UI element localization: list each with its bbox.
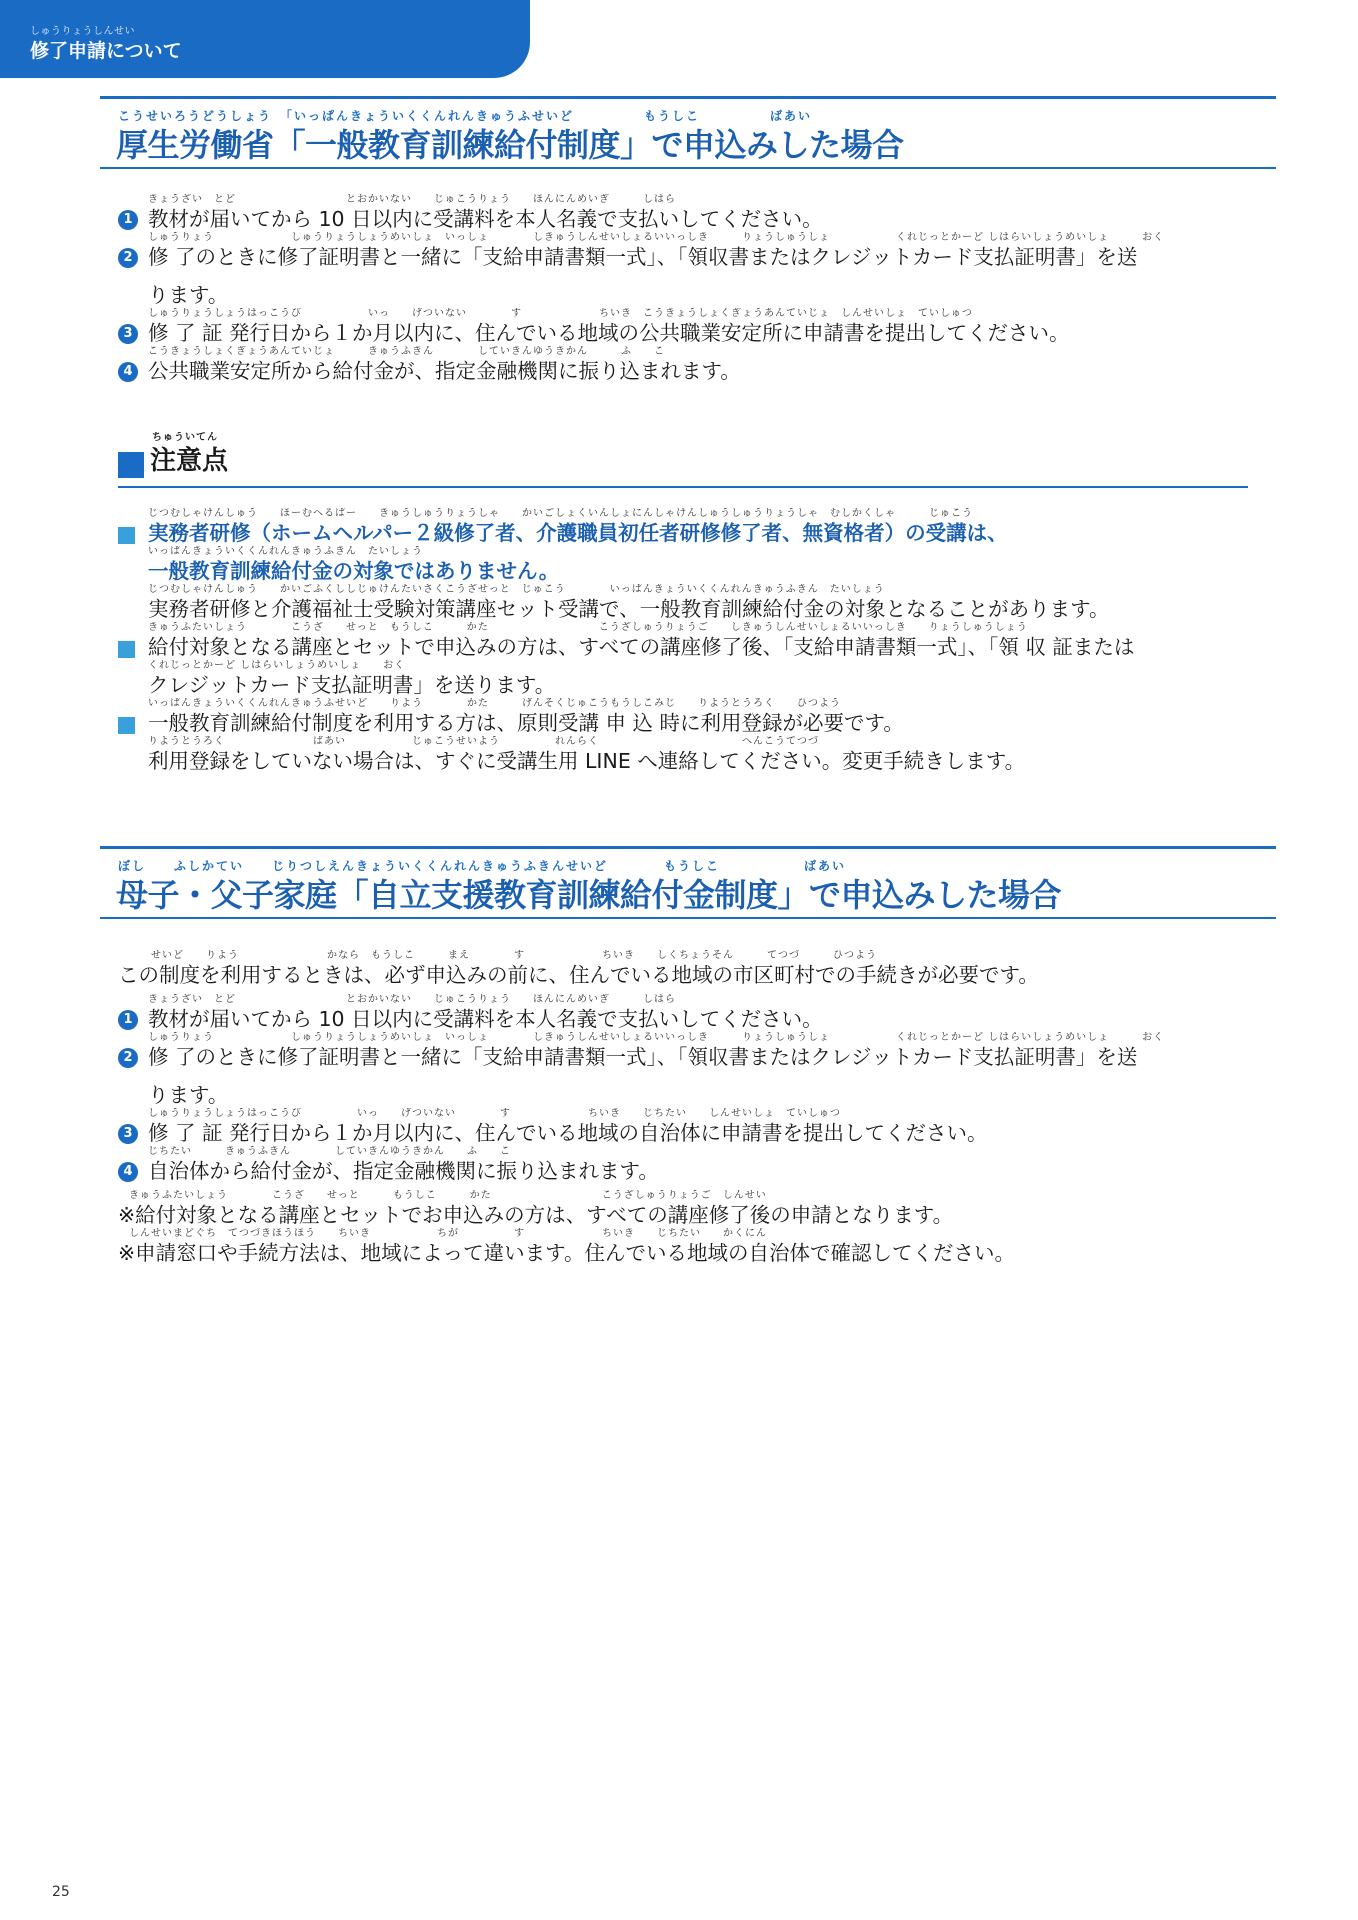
step-text: 修 了 証 発行日から１か月以内に、住んでいる地域の公共職業安定所に申請書を提出してください。	[148, 321, 1070, 345]
step-ruby: こうきょうしょくぎょうあんていじょ きゅうふきん していきんゆうきかん ふ こ	[148, 346, 665, 357]
step-text: 修 了のときに修了証明書と一緒に「支給申請書類一式」、「領収書またはクレジットカード支払証明書」を送	[148, 245, 1138, 269]
section1-heading-title: 厚生労働省「一般教育訓練給付制度」で申込みした場合	[116, 126, 904, 164]
step-ruby: きょうざい とど とおかいない じゅこうりょう ほんにんめいぎ しはら	[148, 194, 676, 205]
note-text: 給付対象となる講座とセットで申込みの方は、すべての講座修了後、「支給申請書類一式」、「領 収 証または	[148, 635, 1135, 659]
section1-bottom-rule	[100, 167, 1276, 169]
notes-list	[118, 508, 1278, 774]
step-number-1-icon: 1	[118, 210, 138, 230]
blue-square-icon	[118, 452, 144, 478]
footnote-text: ※申請窓口や手続方法は、地域によって違います。住んでいる地域の自治体で確認してください。	[118, 1241, 1016, 1265]
section2-top-rule	[100, 846, 1276, 849]
section1-steps	[118, 194, 1278, 384]
step-1	[118, 194, 1278, 232]
step-4: 4 じちたい きゅうふきん していきんゆうきかん ふ こ 自治体から給付金が、指定金融機関に振り込まれます。	[118, 1146, 1278, 1184]
section2-heading-ruby: ぼし ふしかてい じりつしえんきょういくくんれんきゅうふきんせいど もうしこ ばあい	[118, 859, 847, 873]
step-number-3-icon: 3	[118, 1124, 138, 1144]
note-text: 一般教育訓練給付金の対象ではありません。	[148, 559, 560, 583]
square-bullet-icon	[118, 641, 135, 658]
step-text: 教材が届いてから 10 日以内に受講料を本人名義で支払いしてください。	[148, 1007, 823, 1031]
step-3	[118, 308, 1278, 346]
footnote-2: しんせいまどぐち てつづきほうほう ちいき ちが す ちいき じちたい かくにん ※申請窓口や手続方法は、地域によって違います。住んでいる地域の自治体で確認してください。	[118, 1228, 1278, 1266]
footnote-text: ※給付対象となる講座とセットでお申込みの方は、すべての講座修了後の申請となります。	[118, 1203, 954, 1227]
note-item-3: いっぱんきょういくくんれんきゅうふせいど りよう かた げんそくじゅこうもうしこみじ りようとうろく ひつよう 一般教育訓練給付制度を利用する方は、原則受講 申 込 時に利用登録が必要です。 りようとうろく ばあい じゅこうせいよう れんらく へんこうてつづ 利用登録をしていない場合は、すぐに受講生用 LINE へ連絡してください。変更手続きします。	[118, 698, 1278, 774]
note-text: 一般教育訓練給付制度を利用する方は、原則受講 申 込 時に利用登録が必要です。	[148, 711, 904, 735]
note-text: 実務者研修（ホームヘルパー２級修了者、介護職員初任者研修修了者、無資格者）の受講は、	[148, 521, 1008, 545]
note-item-1: じつむしゃけんしゅう ほーむへるぱー きゅうしゅうりょうしゃ かいごしょくいんしょにんしゃけんしゅうしゅうりょうしゃ むしかくしゃ じゅこう 実務者研修（ホームヘルパー２級修了者、介護職員初任者研修修了者、無資格者）の受講は、 いっぱんきょういくくんれんきゅうふきん たいしょう 一般教育訓練給付金の対象ではありません。 じつむしゃけんしゅう かいごふくししじゅけんたいさくこうざせっと じゅこう いっぱんきょういくくんれんきゅうふきん たいしょう 実務者研修と介護福祉士受験対策講座セット受講で、一般教育訓練給付金の対象となることがあります。	[118, 508, 1278, 622]
header-ruby: しゅうりょうしんせい	[30, 26, 135, 37]
step-2	[118, 232, 1278, 308]
page-number: 25	[52, 1884, 70, 1900]
step-3: 3 しゅうりょうしょうはっこうび いっ げついない す ちいき じちたい しんせいしょ ていしゅつ 修 了 証 発行日から１か月以内に、住んでいる地域の自治体に申請書を提出してください。	[118, 1108, 1278, 1146]
step-number-4-icon: 4	[118, 1162, 138, 1182]
section1-heading-ruby: こうせいろうどうしょう 「いっぱんきょういくくんれんきゅうふせいど もうしこ ばあい	[118, 109, 813, 123]
header-title: 修了申請について	[30, 40, 182, 62]
note-text: 実務者研修と介護福祉士受験対策講座セット受講で、一般教育訓練給付金の対象となることがあります。	[148, 597, 1110, 621]
notes-rule	[118, 486, 1248, 488]
square-bullet-icon	[118, 717, 135, 734]
step-number-1-icon: 1	[118, 1010, 138, 1030]
notes-heading-title: 注意点	[150, 446, 229, 476]
step-text-continued: ります。	[148, 1083, 229, 1107]
section2-body: せいど りよう かなら もうしこ まえ す ちいき しくちょうそん てつづ ひつよう この制度を利用するときは、必ず申込みの前に、住んでいる地域の市区町村での手続きが必要です。 1 きょうざい とど とおかいない じゅこうりょう ほんにんめいぎ しはら 教材が届いてから 10 日以内に受講料を本人名義で支払いしてください。 2 しゅうりょう しゅうりょうしょうめいしょ いっしょ しきゅうしんせいしょるいいっしき りょうしゅうしょ くれじっとかーど しはらいしょうめいしょ おく 修 了のときに修了証明書と一緒に「支給申請書類一式」、「領収書またはクレジットカード支払証明書」を送 ります。 3 しゅうりょうしょうはっこうび いっ げついない す ちいき じちたい しんせいしょ ていしゅつ 修 了 証 発行日から１か月以内に、住んでいる地域の自治体に申請書を提出してください。 4 じちたい きゅうふきん していきんゆうきかん ふ こ 自治体から給付金が、指定金融機関に振り込まれます。 きゅうふたいしょう こうざ せっと もうしこ かた こうざしゅうりょうご しんせい ※給付対象となる講座とセットでお申込みの方は、すべての講座修了後の申請となります。 しんせいまどぐち てつづきほうほう ちいき ちが す ちいき じちたい かくにん ※申請窓口や手続方法は、地域によって違います。住んでいる地域の自治体で確認してください。	[118, 950, 1278, 1266]
step-text: 教材が届いてから 10 日以内に受講料を本人名義で支払いしてください。	[148, 207, 823, 231]
step-ruby: しゅうりょうしょうはっこうび いっ げついない す ちいき こうきょうしょくぎょうあんていじょ しんせいしょ ていしゅつ	[148, 308, 973, 319]
step-number-2-icon: 2	[118, 1048, 138, 1068]
section2-heading-title: 母子・父子家庭「自立支援教育訓練給付金制度」で申込みした場合	[116, 876, 1062, 914]
step-number-2-icon: 2	[118, 248, 138, 268]
section2-intro: この制度を利用するときは、必ず申込みの前に、住んでいる地域の市区町村での手続きが必要です。	[118, 963, 1039, 987]
step-text: 修 了 証 発行日から１か月以内に、住んでいる地域の自治体に申請書を提出してください。	[148, 1121, 988, 1145]
section1-heading	[100, 96, 1276, 169]
square-bullet-icon	[118, 527, 135, 544]
step-1: 1 きょうざい とど とおかいない じゅこうりょう ほんにんめいぎ しはら 教材が届いてから 10 日以内に受講料を本人名義で支払いしてください。	[118, 994, 1278, 1032]
step-ruby: しゅうりょう しゅうりょうしょうめいしょ いっしょ しきゅうしんせいしょるいいっしき りょうしゅうしょ くれじっとかーど しはらいしょうめいしょ おく	[148, 232, 1165, 243]
section2-heading	[100, 846, 1276, 919]
note-item-2: きゅうふたいしょう こうざ せっと もうしこ かた こうざしゅうりょうご しきゅうしんせいしょるいいっしき りょうしゅうしょう 給付対象となる講座とセットで申込みの方は、すべての講座修了後、「支給申請書類一式」、「領 収 証または くれじっとかーど しはらいしょうめいしょ おく クレジットカード支払証明書」を送ります。	[118, 622, 1278, 698]
step-number-4-icon: 4	[118, 362, 138, 382]
step-text: 自治体から給付金が、指定金融機関に振り込まれます。	[148, 1159, 659, 1183]
section1-top-rule	[100, 96, 1276, 99]
header-tab	[0, 0, 530, 78]
step-text: 公共職業安定所から給付金が、指定金融機関に振り込まれます。	[148, 359, 741, 383]
step-number-3-icon: 3	[118, 324, 138, 344]
footnote-1: きゅうふたいしょう こうざ せっと もうしこ かた こうざしゅうりょうご しんせい ※給付対象となる講座とセットでお申込みの方は、すべての講座修了後の申請となります。	[118, 1190, 1278, 1228]
notes-heading	[118, 432, 1248, 488]
note-text: 利用登録をしていない場合は、すぐに受講生用 LINE へ連絡してください。変更手続きします。	[148, 749, 1026, 773]
step-text: 修 了のときに修了証明書と一緒に「支給申請書類一式」、「領収書またはクレジットカード支払証明書」を送	[148, 1045, 1138, 1069]
step-4	[118, 346, 1278, 384]
step-2: 2 しゅうりょう しゅうりょうしょうめいしょ いっしょ しきゅうしんせいしょるいいっしき りょうしゅうしょ くれじっとかーど しはらいしょうめいしょ おく 修 了のときに修了証明書と一緒に「支給申請書類一式」、「領収書またはクレジットカード支払証明書」を送 ります。	[118, 1032, 1278, 1108]
step-text-continued: ります。	[148, 283, 229, 307]
section2-bottom-rule	[100, 917, 1276, 919]
note-text: クレジットカード支払証明書」を送ります。	[148, 673, 556, 697]
notes-heading-ruby: ちゅういてん	[152, 432, 218, 443]
